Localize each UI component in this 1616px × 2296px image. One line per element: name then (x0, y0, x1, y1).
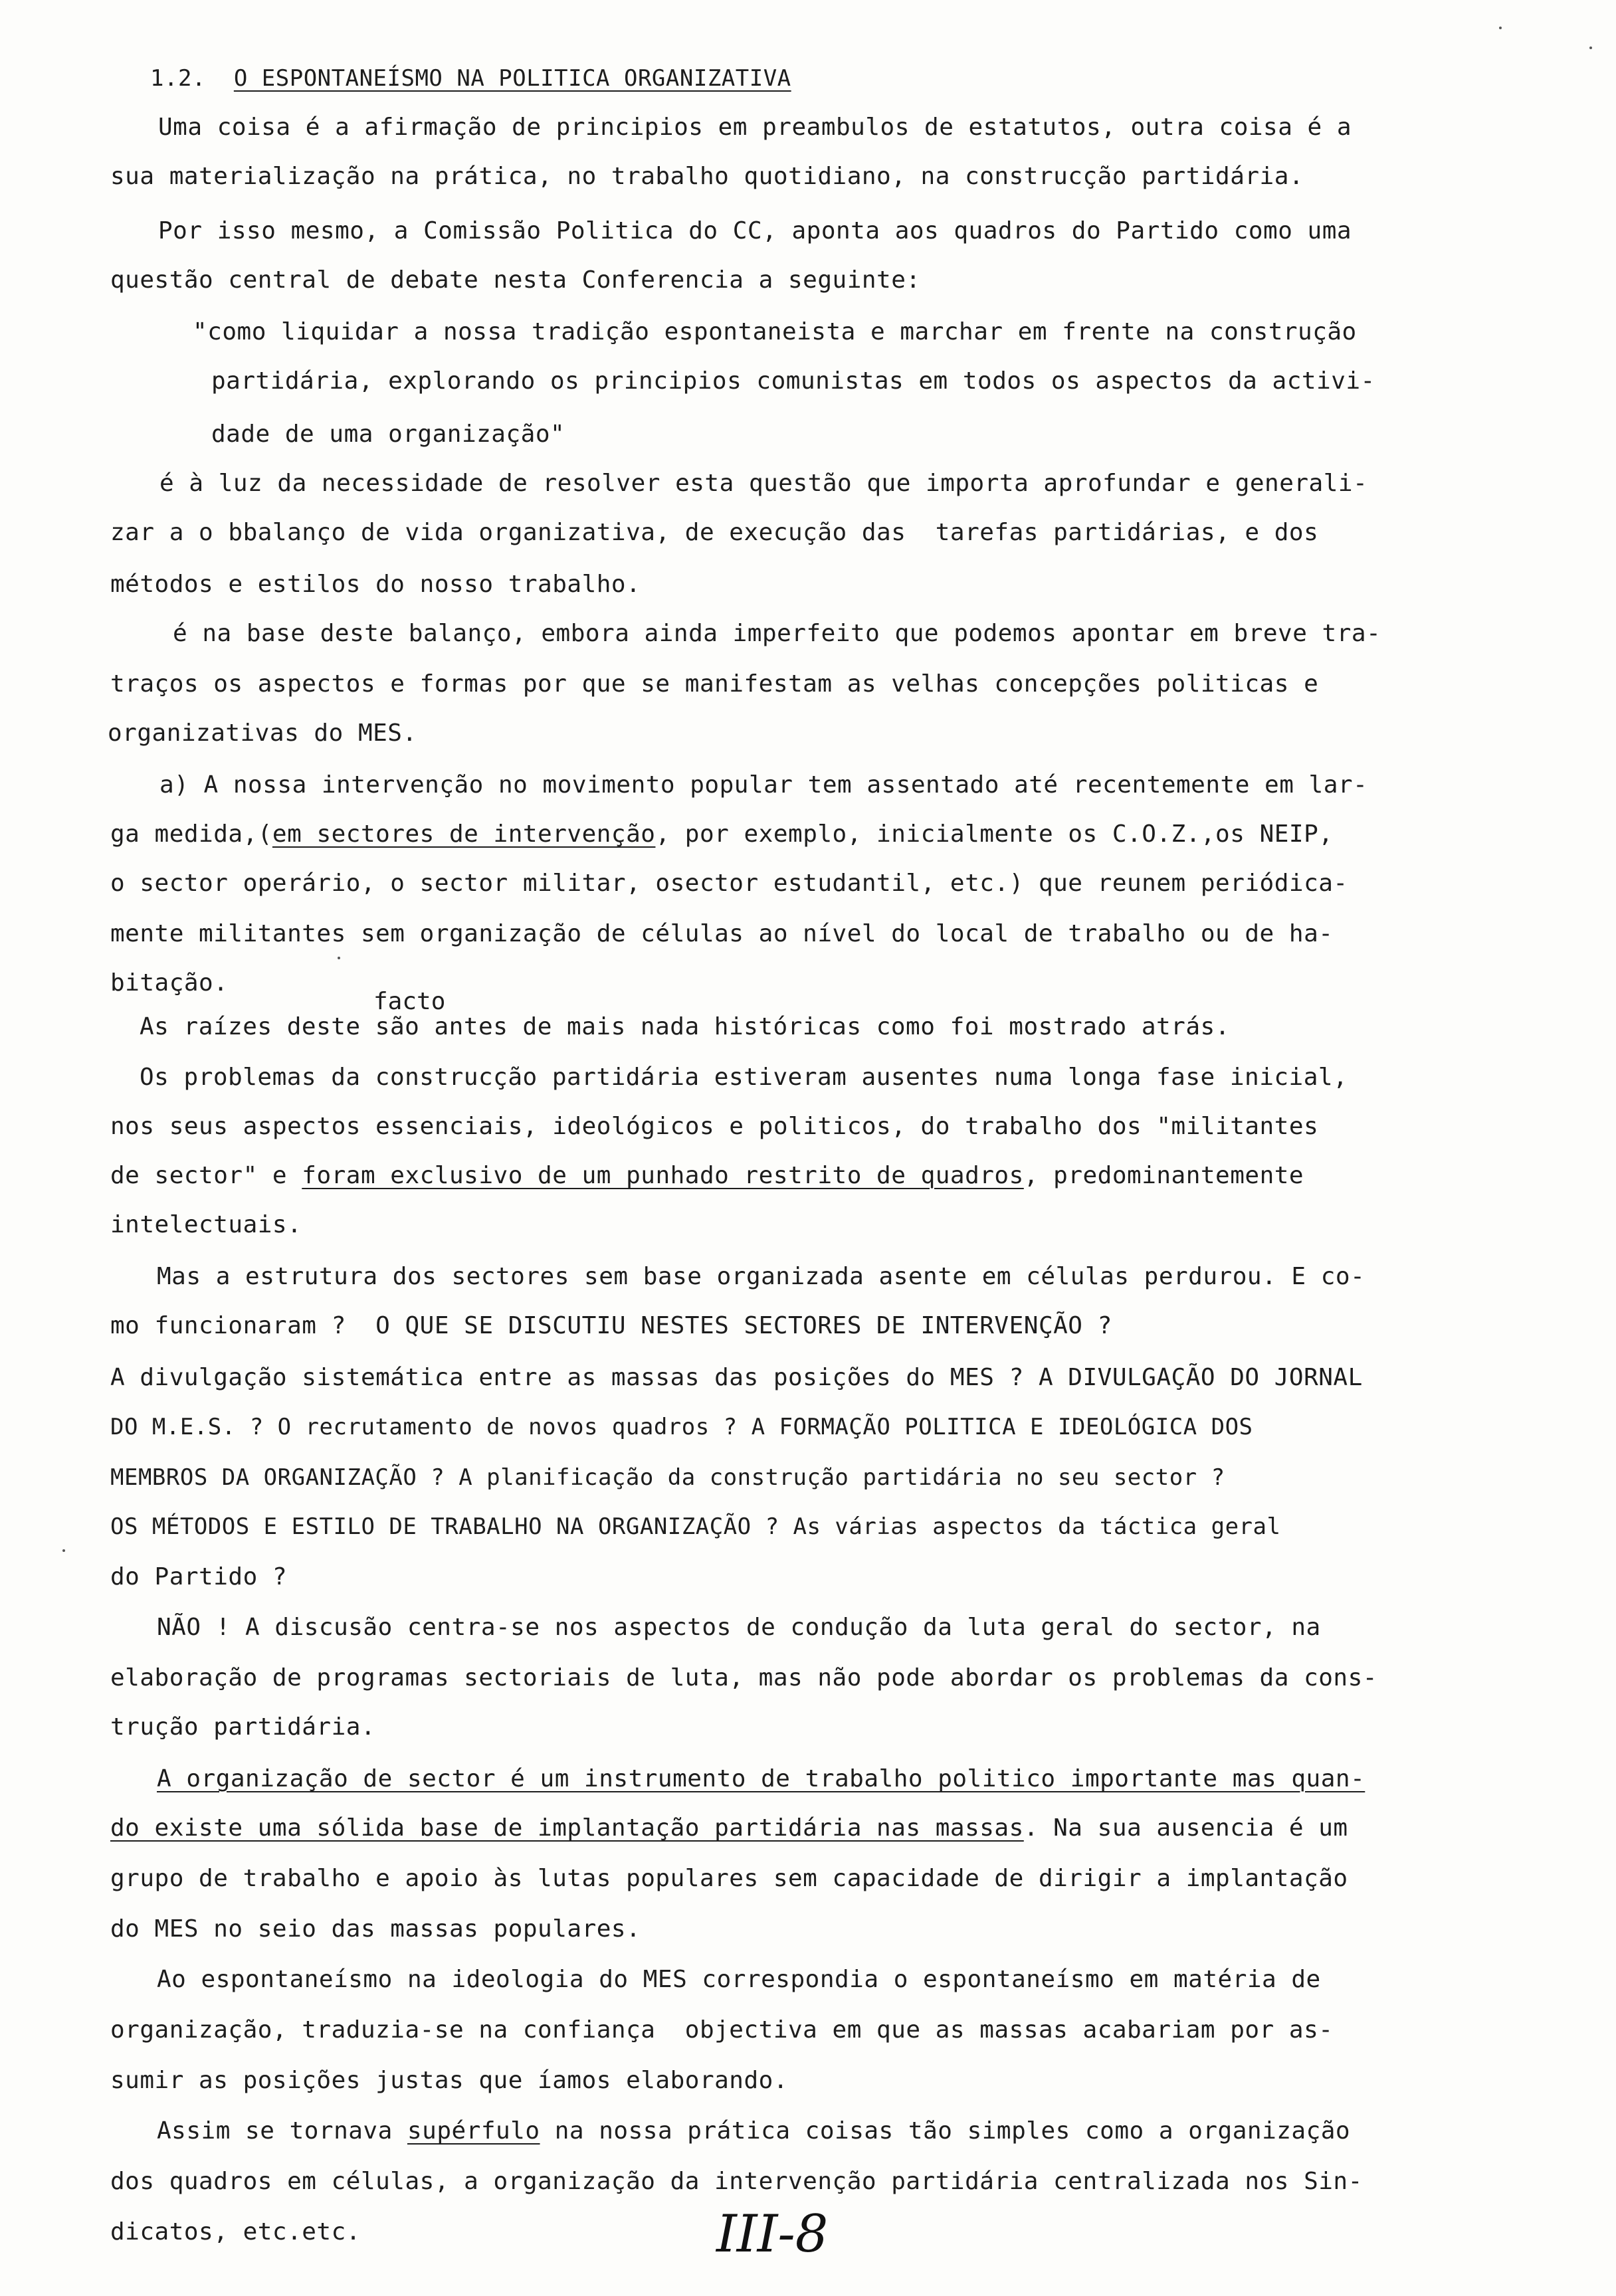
text-line: sumir as posições justas que íamos elaborando. (110, 2067, 788, 2094)
scan-speck (1499, 27, 1502, 29)
text-line: métodos e estilos do nosso trabalho. (110, 571, 641, 598)
underlined-phrase: foram exclusivo de um punhado restrito de quadros (302, 1162, 1024, 1189)
text-line: organização, traduzia-se na confiança objectiva em que as massas acabariam por as- (110, 2016, 1334, 2044)
text-line: intelectuais. (110, 1211, 302, 1238)
text-line: NÃO ! A discusão centra-se nos aspectos de condução da luta geral do sector, na (157, 1614, 1321, 1641)
underlined-phrase: em sectores de intervenção (272, 820, 656, 848)
text-line: Por isso mesmo, a Comissão Politica do CC, aponta aos quadros do Partido como uma (158, 217, 1352, 244)
handwritten-insertion: facto (373, 988, 446, 1015)
text-line: a) A nossa intervenção no movimento popular tem assentado até recentemente em lar- (159, 771, 1368, 799)
text-line: do Partido ? (110, 1563, 288, 1590)
text-line: trução partidária. (110, 1713, 376, 1741)
scan-speck (1589, 47, 1592, 49)
text-line: zar a o bbalanço de vida organizativa, de execução das tarefas partidárias, e dos (110, 519, 1319, 546)
text-line: elaboração de programas sectoriais de luta, mas não pode abordar os problemas da cons- (110, 1664, 1377, 1691)
text-line: As raízes deste são antes de mais nada históricas como foi mostrado atrás. (140, 1013, 1230, 1040)
text-line: bitação. (110, 969, 229, 997)
text-line: o sector operário, o sector militar, osector estudantil, etc.) que reunem periódica- (110, 870, 1348, 897)
text-line: DO M.E.S. ? O recrutamento de novos quadros ? A FORMAÇÃO POLITICA E IDEOLÓGICA DOS (110, 1414, 1253, 1440)
text-line: Os problemas da construcção partidária estiveram ausentes numa longa fase inicial, (140, 1064, 1348, 1091)
text-line: mo funcionaram ? O QUE SE DISCUTIU NESTES SECTORES DE INTERVENÇÃO ? (110, 1312, 1112, 1339)
text-line: Uma coisa é a afirmação de principios em preambulos de estatutos, outra coisa é a (158, 114, 1352, 141)
text-line: Assim se tornava supérfulo na nossa prática coisas tão simples como a organização (157, 2117, 1351, 2145)
text-line: mente militantes sem organização de células ao nível do local de trabalho ou de ha- (110, 920, 1334, 947)
quote-line: dade de uma organização" (211, 421, 565, 448)
text-line: organizativas do MES. (108, 719, 417, 747)
text-line: do existe uma sólida base de implantação partidária nas massas. Na sua ausencia é um (110, 1814, 1348, 1842)
underlined-phrase: supérfulo (407, 2117, 540, 2145)
text-line: é na base deste balanço, embora ainda imperfeito que podemos apontar em breve tra- (173, 620, 1381, 647)
text-line: Ao espontaneísmo na ideologia do MES correspondia o espontaneísmo em matéria de (157, 1966, 1321, 1993)
underlined-phrase: do existe uma sólida base de implantação partidária nas massas (110, 1814, 1024, 1842)
text-line: ga medida,(em sectores de intervenção, por exemplo, inicialmente os C.O.Z.,os NEIP, (110, 820, 1334, 848)
text-line: sua materialização na prática, no trabalho quotidiano, na construcção partidária. (110, 163, 1304, 190)
text-line: de sector" e foram exclusivo de um punhado restrito de quadros, predominantemente (110, 1162, 1304, 1189)
quote-line: "como liquidar a nossa tradição espontaneista e marchar em frente na construção (193, 318, 1357, 345)
text-line: OS MÉTODOS E ESTILO DE TRABALHO NA ORGANIZAÇÃO ? As várias aspectos da táctica geral (110, 1513, 1281, 1540)
text-line: traços os aspectos e formas por que se manifestam as velhas concepções politicas e (110, 670, 1319, 698)
section-number: 1.2. (150, 65, 206, 92)
text-line: Mas a estrutura dos sectores sem base organizada asente em células perdurou. E co- (157, 1263, 1365, 1290)
text-line: questão central de debate nesta Conferencia a seguinte: (110, 266, 921, 294)
text-line: dicatos, etc.etc. (110, 2218, 361, 2246)
text-line: A divulgação sistemática entre as massas das posições do MES ? A DIVULGAÇÃO DO JORNAL (110, 1364, 1363, 1391)
text-line: é à luz da necessidade de resolver esta questão que importa aprofundar e generali- (159, 470, 1368, 497)
page-number: III-8 (716, 2204, 829, 2264)
scan-speck (62, 1549, 65, 1552)
section-heading (150, 64, 791, 93)
text-line: do MES no seio das massas populares. (110, 1915, 641, 1943)
section-title: O ESPONTANEÍSMO NA POLITICA ORGANIZATIVA (233, 65, 791, 92)
text-line: nos seus aspectos essenciais, ideológicos e politicos, do trabalho dos "militantes (110, 1113, 1319, 1140)
text-line: MEMBROS DA ORGANIZAÇÃO ? A planificação da construção partidária no seu sector ? (110, 1464, 1225, 1491)
quote-line: partidária, explorando os principios comunistas em todos os aspectos da activi- (211, 367, 1375, 395)
underlined-line: A organização de sector é um instrumento de trabalho politico importante mas quan- (157, 1765, 1365, 1792)
scan-speck (338, 957, 340, 959)
text-line: grupo de trabalho e apoio às lutas populares sem capacidade de dirigir a implantação (110, 1865, 1348, 1892)
text-line: dos quadros em células, a organização da intervenção partidária centralizada nos Sin- (110, 2168, 1363, 2195)
